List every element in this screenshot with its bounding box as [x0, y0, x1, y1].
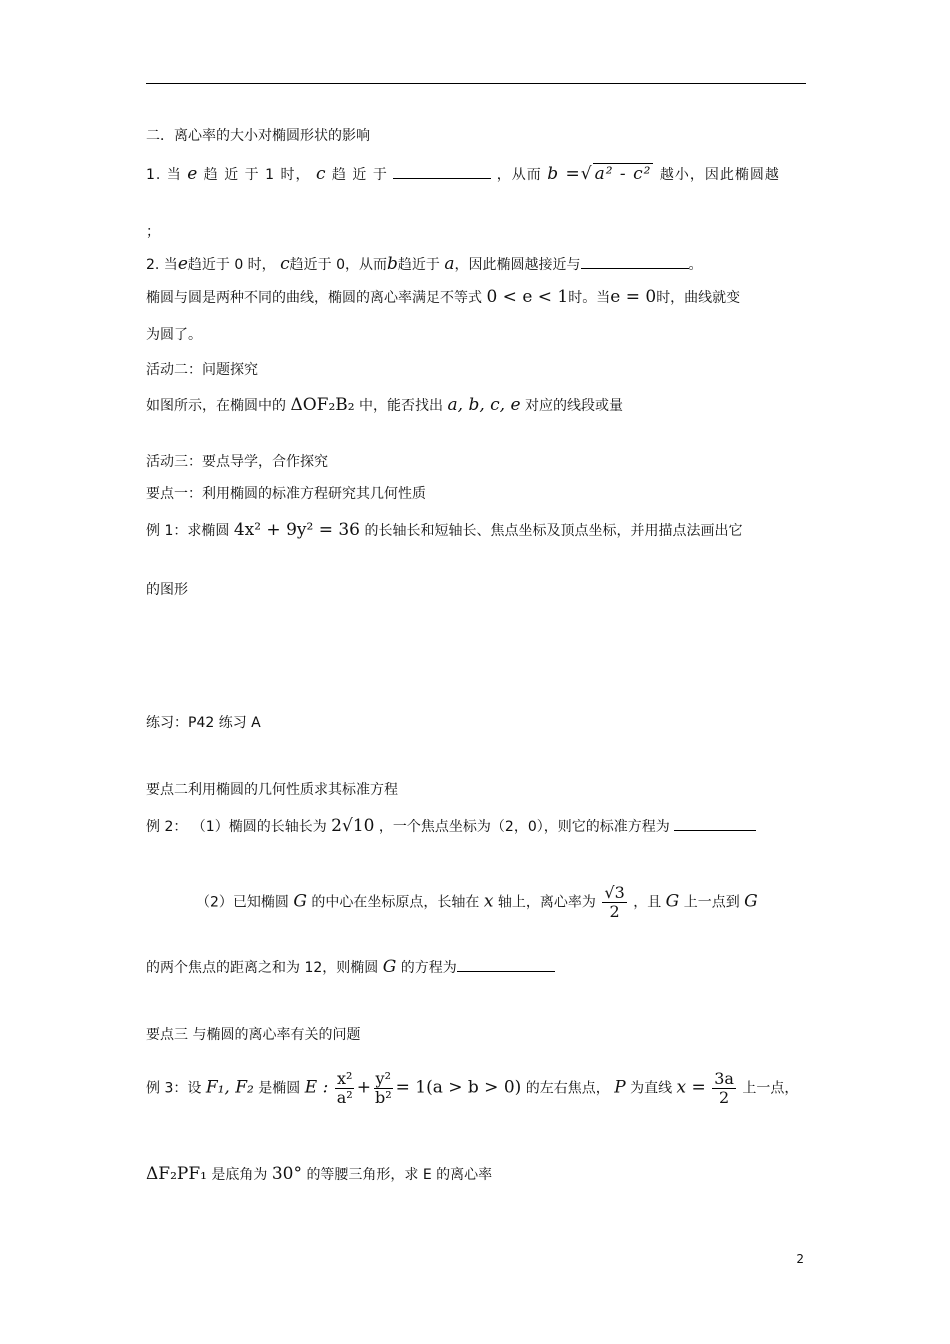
fraction-denominator: 2	[609, 902, 620, 921]
example-text: 轴上，离心率为	[497, 894, 596, 911]
axis-length: 2√10	[331, 816, 375, 836]
item-1-text: ，从而	[496, 167, 542, 183]
eccentricity-fraction	[602, 884, 626, 921]
var-c: c	[280, 254, 290, 274]
formula-radicand: a² - c²	[594, 164, 652, 184]
item-2-text: 。	[688, 257, 703, 273]
item-1	[146, 164, 780, 185]
inequality: 0 < e < 1	[486, 287, 569, 307]
example-2-part-2	[196, 884, 758, 921]
equation-rhs: = 1(a > b > 0)	[395, 1077, 522, 1098]
fill-blank	[581, 254, 689, 269]
fraction-y2-b2	[373, 1070, 394, 1107]
paragraph-3	[146, 287, 740, 308]
page-number: 2	[796, 1252, 804, 1266]
example-text: ，且	[633, 894, 662, 911]
example-text: ，一个焦点坐标为（2，0），则它的标准方程为	[378, 819, 670, 835]
triangle-label: ΔF₂PF₁	[146, 1164, 207, 1184]
ellipse-equation: 4x² + 9y² = 36	[233, 520, 361, 540]
var-e: e	[187, 164, 199, 184]
item-1-text: 越小，因此椭圆越	[659, 167, 780, 183]
fill-blank	[393, 164, 491, 179]
example-text: 为直线	[630, 1080, 673, 1097]
example-text: 的两个焦点的距离之和为 12，则椭圆	[146, 960, 379, 976]
example-text: 的中心在坐标原点，长轴在	[311, 894, 480, 911]
fraction-denominator: a²	[336, 1088, 353, 1107]
equation: e = 0	[610, 287, 657, 307]
item-2-text: 趋近于 0 时，	[187, 257, 276, 273]
point-2-heading: 要点二利用椭圆的几何性质求其标准方程	[146, 782, 398, 798]
fraction-denominator: 2	[719, 1088, 730, 1107]
var-b: b	[387, 254, 398, 274]
activity-text: 如图所示，在椭圆中的	[146, 398, 286, 414]
example-text: 的长轴长和短轴长、焦点坐标及顶点坐标，并用描点法画出它	[364, 523, 743, 539]
var-e: e	[177, 254, 188, 274]
example-2	[146, 816, 756, 837]
example-text: （2）已知椭圆	[196, 894, 289, 911]
var-x: x	[483, 891, 494, 912]
plus-sign: +	[356, 1077, 371, 1098]
item-1-prefix: 1. 当	[146, 167, 182, 183]
var-E: E :	[304, 1077, 329, 1098]
formula-b: b =√ a² - c²	[547, 164, 652, 184]
item-2-prefix: 2. 当	[146, 257, 178, 273]
item-2	[146, 254, 703, 275]
example-3	[146, 1070, 798, 1107]
example-text: 例 1：求椭圆	[146, 523, 230, 539]
var-G: G	[382, 957, 397, 977]
example-1b: 的图形	[146, 582, 188, 598]
item-2-text: ，因此椭圆越接近与	[454, 257, 581, 273]
paragraph-text: 时。当	[568, 290, 611, 306]
fraction-x2-a2	[335, 1070, 355, 1107]
example-1	[146, 520, 742, 541]
angle-value: 30°	[271, 1164, 302, 1184]
example-text: 是底角为	[211, 1167, 268, 1183]
item-1-text: 趋 近 于 1 时，	[203, 167, 311, 183]
activity-text: 对应的线段或量	[524, 398, 623, 414]
example-text: 例 3：设	[146, 1080, 202, 1097]
foci-label: F₁, F₂	[205, 1077, 254, 1098]
item-2-text: 趋近于	[397, 257, 440, 273]
triangle-label: ΔOF₂B₂	[290, 395, 355, 415]
point-1-heading: 要点一：利用椭圆的标准方程研究其几何性质	[146, 486, 426, 502]
var-G: G	[293, 891, 307, 912]
fraction-numerator: x²	[337, 1069, 353, 1088]
paragraph-3b: 为圆了。	[146, 327, 202, 343]
fill-blank	[674, 816, 756, 831]
example-text: 上一点到	[683, 894, 740, 911]
example-text: 上一点，	[742, 1080, 799, 1097]
example-text: 的方程为	[400, 960, 457, 976]
example-text: 的左右焦点，	[525, 1080, 610, 1097]
line-equation: x =	[676, 1077, 706, 1098]
var-G: G	[665, 891, 680, 912]
paragraph-text: 椭圆与圆是两种不同的曲线，椭圆的离心率满足不等式	[146, 290, 482, 306]
point-3-heading: 要点三 与椭圆的离心率有关的问题	[146, 1027, 361, 1043]
fraction-numerator: y²	[375, 1069, 391, 1088]
example-2-part-2b	[146, 957, 555, 978]
var-P: P	[614, 1077, 626, 1098]
var-c: c	[315, 164, 327, 184]
activity-2-text	[146, 395, 623, 416]
fraction-denominator: b²	[374, 1088, 392, 1107]
example-text: 的等腰三角形，求 E 的离心率	[306, 1167, 493, 1183]
item-1-text: 趋 近 于	[331, 167, 388, 183]
activity-3-heading: 活动三：要点导学，合作探究	[146, 454, 328, 470]
fraction-3a-2	[712, 1070, 736, 1107]
activity-text: 中，能否找出	[359, 398, 444, 414]
formula-lhs: b =	[547, 164, 581, 184]
item-2-text: 趋近于 0，从而	[289, 257, 388, 273]
activity-2-heading: 活动二：问题探究	[146, 362, 258, 378]
example-text: 是椭圆	[258, 1080, 301, 1097]
var-a: a	[444, 254, 455, 274]
example-text: 例 2： （1）椭圆的长轴长为	[146, 819, 327, 835]
example-3b	[146, 1164, 492, 1185]
fraction-numerator: √3	[604, 883, 625, 902]
item-1-end: ；	[146, 224, 160, 240]
fraction-numerator: 3a	[714, 1069, 734, 1088]
var-G: G	[744, 891, 758, 912]
practice-line: 练习：P42 练习 A	[146, 715, 261, 731]
vars-list: a, b, c, e	[447, 395, 521, 415]
header-rule	[146, 83, 806, 84]
fill-blank	[457, 957, 555, 972]
section-heading: 二．离心率的大小对椭圆形状的影响	[146, 128, 370, 144]
paragraph-text: 时，曲线就变	[656, 290, 741, 306]
